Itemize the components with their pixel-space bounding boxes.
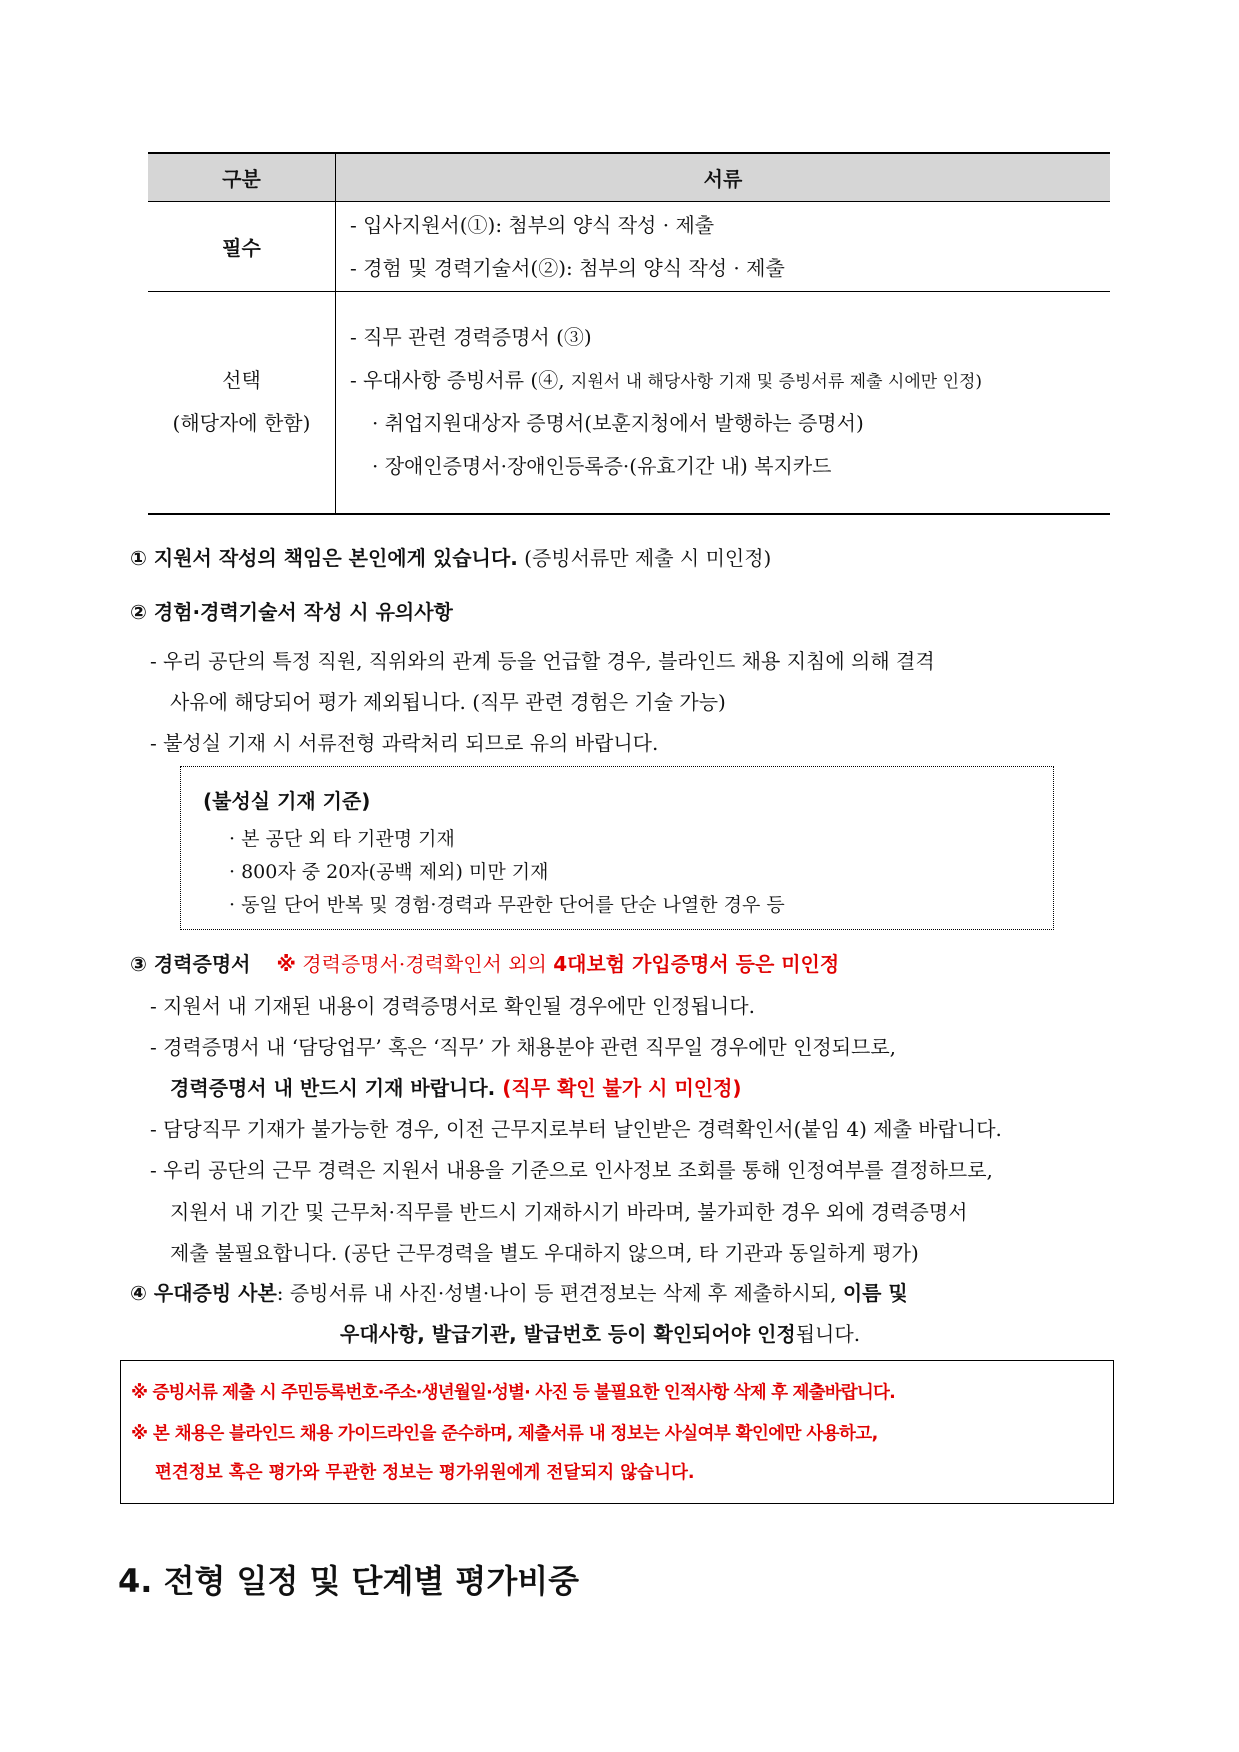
criteria-title: (불성실 기재 기준) — [203, 789, 371, 813]
table-header-row — [148, 153, 1110, 202]
optional-item: - 직무 관련 경력증명서 (③) — [350, 325, 592, 350]
criteria-item: · 본 공단 외 타 기관명 기재 — [229, 828, 455, 850]
optional-items — [336, 292, 1111, 514]
optional-label-cell — [148, 292, 336, 514]
note-3-line: 제출 불필요합니다. (공단 근무경력을 별도 우대하지 않으며, 타 기관과 동일하게 평가) — [170, 1241, 919, 1265]
notice-line: ※ 증빙서류 제출 시 주민등록번호·주소·생년월일·성별· 사진 등 불필요한 인적사항 삭제 후 제출바랍니다. — [131, 1383, 895, 1403]
note-3-red-note: (직무 확인 불가 시 미인정) — [495, 1076, 742, 1100]
optional-subitem: · 장애인증명서·장애인등록증·(유효기간 내) 복지카드 — [372, 454, 832, 479]
note-3-line: 지원서 내 기간 및 근무처·직무를 반드시 기재하시기 바라며, 불가피한 경우 외에 경력증명서 — [170, 1200, 968, 1224]
note-3-line — [170, 1072, 742, 1101]
note-2-line: - 불성실 기재 시 서류전형 과락처리 되므로 유의 바랍니다. — [150, 731, 659, 755]
optional-item2-main: - 우대사항 증빙서류 (④, — [350, 368, 571, 393]
note-2-line: - 우리 공단의 특정 직원, 직위와의 관계 등을 언급할 경우, 블라인드 채용 지침에 의해 결격 — [150, 649, 935, 673]
notice-line: 편견정보 혹은 평가와 무관한 정보는 평가위원에게 전달되지 않습니다. — [155, 1463, 695, 1483]
note-4-text: : 증빙서류 내 사진·성별·나이 등 편견정보는 삭제 후 제출하시되, — [276, 1281, 843, 1305]
required-item: - 입사지원서(①): 첨부의 양식 작성 · 제출 — [350, 212, 715, 237]
note-3-warning: 경력증명서·경력확인서 외의 — [295, 952, 554, 976]
note-3-heading — [130, 948, 839, 977]
table-row-required — [148, 202, 1110, 292]
note-3-warning-bold: 4대보험 가입증명서 등은 미인정 — [553, 952, 840, 976]
note-3-emphasis: 경력증명서 내 반드시 기재 바랍니다. — [170, 1076, 496, 1100]
note-4 — [130, 1277, 908, 1306]
optional-item2-note: 지원서 내 해당사항 기재 및 증빙서류 제출 시에만 인정) — [570, 372, 983, 393]
header-category: 구분 — [148, 153, 336, 202]
optional-sublabel: (해당자에 한함) — [172, 411, 311, 436]
optional-item — [350, 359, 1109, 402]
note-2-title: ② 경험·경력기술서 작성 시 유의사항 — [130, 600, 453, 624]
note-4-line2 — [340, 1318, 860, 1347]
note-3-line: - 담당직무 기재가 불가능한 경우, 이전 근무지로부터 날인받은 경력확인서(붙임 4) 제출 바랍니다. — [150, 1117, 1002, 1141]
note-4-emphasis: 우대사항, 발급기관, 발급번호 등이 확인되어야 인정 — [340, 1322, 796, 1346]
required-label: 필수 — [148, 202, 336, 292]
criteria-item: · 800자 중 20자(공백 제외) 미만 기재 — [229, 861, 549, 883]
note-3-line: - 경력증명서 내 ‘담당업무’ 혹은 ‘직무’ 가 채용분야 관련 직무일 경우에만 인정되므로, — [150, 1035, 897, 1059]
note-1-bold: ① 지원서 작성의 책임은 본인에게 있습니다. — [130, 546, 518, 570]
note-4-bold: 이름 및 — [842, 1281, 908, 1305]
note-3-line: - 우리 공단의 근무 경력은 지원서 내용을 기준으로 인사정보 조회를 통해 인정여부를 결정하므로, — [150, 1158, 993, 1182]
table-row-optional — [148, 292, 1110, 514]
note-3-title: ③ 경력증명서 — [130, 952, 251, 976]
documents-table — [148, 152, 1110, 515]
note-3-line: - 지원서 내 기재된 내용이 경력증명서로 확인될 경우에만 인정됩니다. — [150, 994, 755, 1018]
note-1 — [130, 542, 771, 571]
notice-box — [120, 1360, 1114, 1504]
required-item: - 경험 및 경력기술서(②): 첨부의 양식 작성 · 제출 — [350, 255, 785, 280]
section-heading: 4. 전형 일정 및 단계별 평가비중 — [118, 1562, 580, 1600]
note-1-normal: (증빙서류만 제출 시 미인정) — [517, 546, 772, 570]
header-documents: 서류 — [336, 153, 1111, 202]
optional-subitem: · 취업지원대상자 증명서(보훈지청에서 발행하는 증명서) — [372, 411, 864, 436]
criteria-item: · 동일 단어 반복 및 경험·경력과 무관한 단어를 단순 나열한 경우 등 — [229, 894, 785, 916]
note-2-line: 사유에 해당되어 평가 제외됩니다. (직무 관련 경험은 기술 가능) — [170, 690, 726, 714]
criteria-box — [180, 766, 1054, 930]
optional-label: 선택 — [222, 368, 261, 393]
warning-mark: ※ — [276, 952, 296, 976]
note-4-title: ④ 우대증빙 사본 — [130, 1281, 277, 1305]
required-items — [336, 202, 1111, 292]
notice-line: ※ 본 채용은 블라인드 채용 가이드라인을 준수하며, 제출서류 내 정보는 사실여부 확인에만 사용하고, — [131, 1424, 878, 1444]
note-4-end: 됩니다. — [795, 1322, 861, 1346]
